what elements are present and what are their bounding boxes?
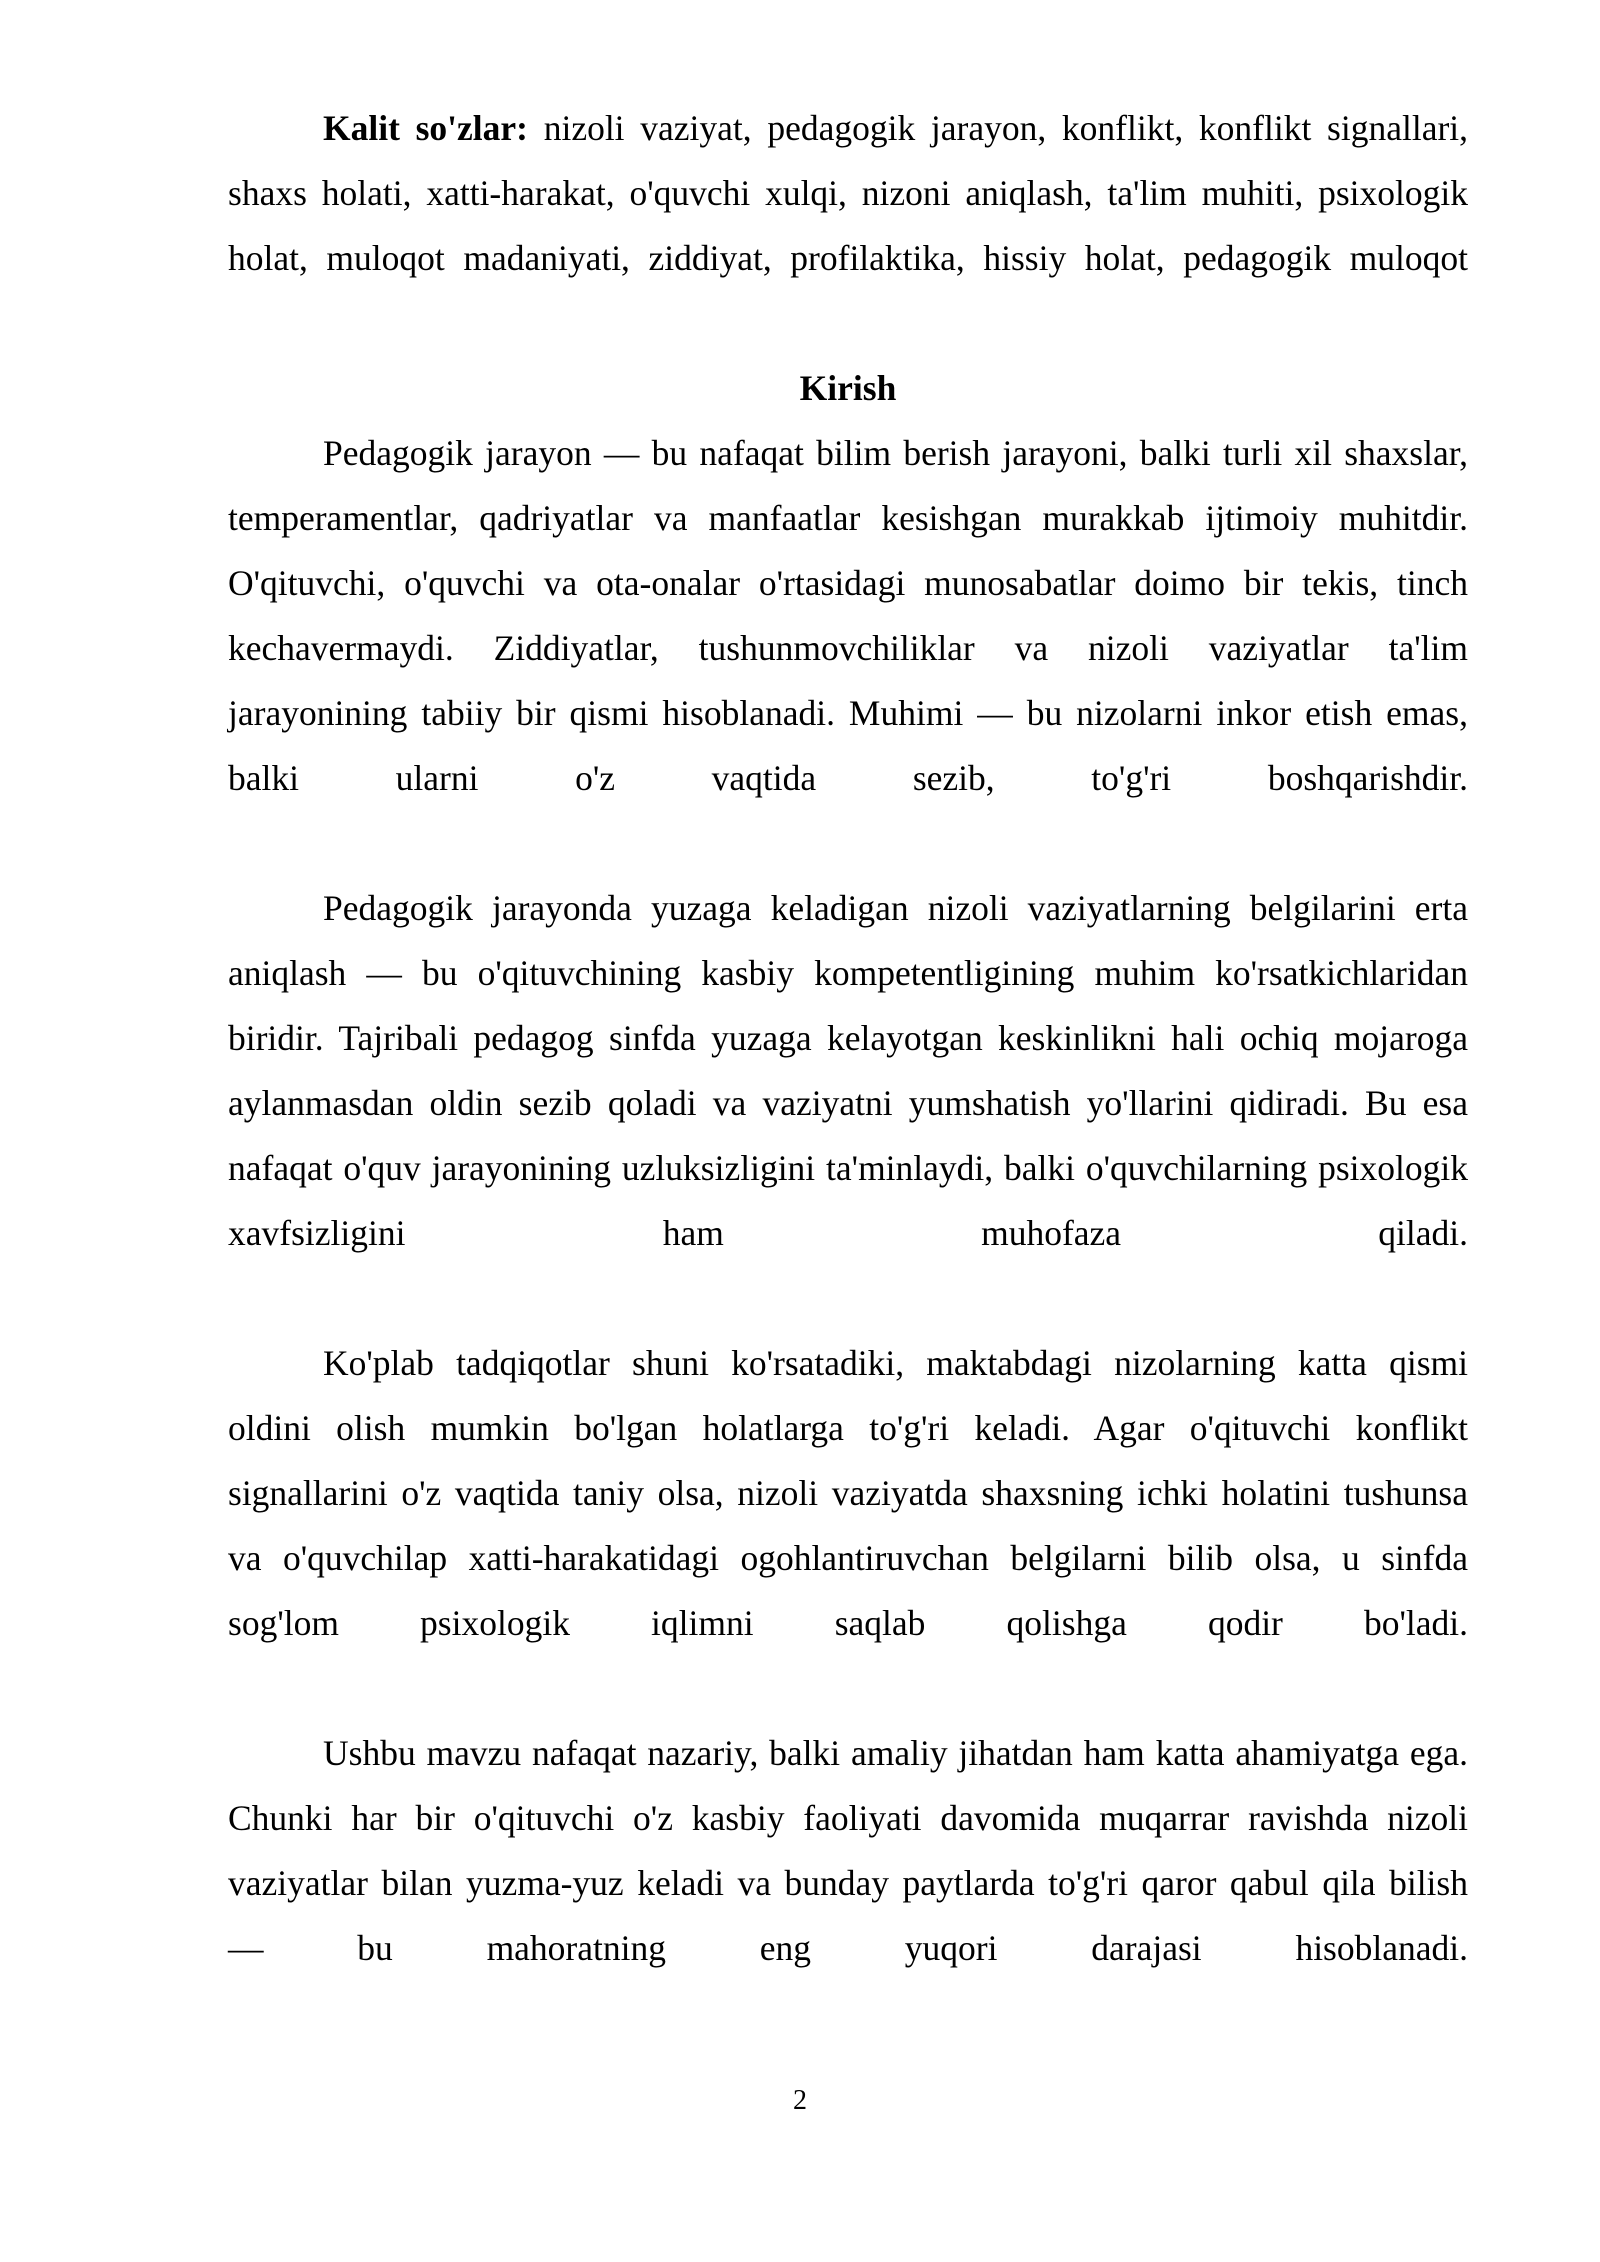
page-content — [228, 96, 1468, 2046]
body-paragraph-3: Ko'plab tadqiqotlar shuni ko'rsatadiki, maktabdagi nizolarning katta qismi oldini olish mumkin bo'lgan holatlarga to'g'ri keladi. Agar o'qituvchi konflikt signallarini o'z vaqtida taniy olsa, nizoli vaziyatda shaxsning ichki holatini tushunsa va o'quvchilap xatti-harakatidagi ogohlantiruvchan belgilarni bilib olsa, u sinfda sog'lom psixologik iqlimni saqlab qolishga qodir bo'ladi. — [228, 1343, 1468, 1643]
keywords-paragraph — [228, 96, 1468, 356]
body-paragraph-2: Pedagogik jarayonda yuzaga keladigan nizoli vaziyatlarning belgilarini erta aniqlash — bu o'qituvchining kasbiy kompetentligining muhim ko'rsatkichlaridan biridir. Tajribali pedagog sinfda yuzaga kelayotgan keskinlikni hali ochiq mojaroga aylanmasdan oldin sezib qoladi va vaziyatni yumshatish yo'llarini qidiradi. Bu esa nafaqat o'quv jarayonining uzluksizligini ta'minlaydi, balki o'quvchilarning psixologik xavfsizligini ham muhofaza qiladi. — [228, 888, 1468, 1253]
body-paragraph-1: Pedagogik jarayon — bu nafaqat bilim berish jarayoni, balki turli xil shaxslar, temperamentlar, qadriyatlar va manfaatlar kesishgan murakkab ijtimoiy muhitdir. O'qituvchi, o'quvchi va ota-onalar o'rtasidagi munosabatlar doimo bir tekis, tinch kechavermaydi. Ziddiyatlar, tushunmovchiliklar va nizoli vaziyatlar ta'lim jarayonining tabiiy bir qismi hisoblanadi. Muhimi — bu nizolarni inkor etish emas, balki ularni o'z vaqtida sezib, to'g'ri boshqarishdir. — [228, 433, 1468, 798]
keywords-list: nizoli vaziyat, pedagogik jarayon, konflikt, konflikt signallari, shaxs holati, xatti-harakat, o'quvchi xulqi, nizoni aniqlash, ta'lim muhiti, psixologik holat, muloqot madaniyati, ziddiyat, profilaktika, hissiy holat, pedagogik muloqot — [228, 108, 1469, 278]
page-number: 2 — [793, 2085, 807, 2116]
body-paragraph-4: Ushbu mavzu nafaqat nazariy, balki amaliy jihatdan ham katta ahamiyatga ega. Chunki har bir o'qituvchi o'z kasbiy faoliyati davomida muqarrar ravishda nizoli vaziyatlar bilan yuzma-yuz keladi va bunday paytlarda to'g'ri qaror qabul qila bilish — bu mahoratning eng yuqori darajasi hisoblanadi. — [228, 1733, 1468, 1968]
keywords-label: Kalit so'zlar: — [323, 108, 528, 148]
section-heading-kirish: Kirish — [799, 368, 897, 408]
